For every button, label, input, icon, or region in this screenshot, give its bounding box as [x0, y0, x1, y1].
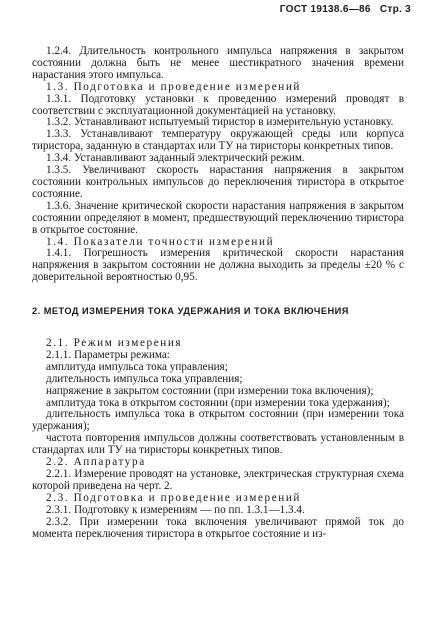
paragraph: 1.3.6. Значение критической скорости нарастания напряжения в закрытом состоянии определяют в момент, предшествующий переключению тиристора в открытое состояние.	[32, 199, 404, 236]
list-item: частота повторения импульсов должны соответствовать установленным в стандартах или ТУ на тиристоры конкретных типов.	[32, 432, 404, 457]
paragraph: 1.3.1. Подготовку установки к проведению измерений проводят в соответствии с эксплуатационной документацией на установку.	[32, 92, 404, 117]
paragraph: 1.3.4. Устанавливают заданный электрический режим.	[46, 152, 305, 165]
list-item: длительность импульса тока управления;	[46, 372, 243, 385]
paragraph: 2.3.2. При измерении тока включения увеличивают прямой ток до момента переключения тиристора в открытое состояние и из-	[32, 515, 404, 540]
document-body	[32, 46, 404, 540]
subsection-heading: 2.1. Режим измерения	[46, 337, 183, 350]
standard-number: ГОСТ 19138.6—86	[279, 4, 371, 15]
list-item: длительность импульса тока в открытом состоянии (при измерении тока удержания);	[32, 408, 404, 433]
subsection-heading: 1.4. Показатели точности измерений	[46, 235, 275, 248]
page-header	[274, 4, 411, 15]
section-title: 2. МЕТОД ИЗМЕРЕНИЯ ТОКА УДЕРЖАНИЯ И ТОКА ВКЛЮЧЕНИЯ	[32, 306, 349, 317]
paragraph: 1.3.5. Увеличивают скорость нарастания напряжения в закрытом состоянии контрольных импульсов до переключения тиристора в открытое состояние.	[32, 164, 404, 200]
list-item: амплитуда тока в открытом состоянии (при измерении тока удержания);	[46, 396, 390, 409]
subsection-heading: 2.2. Аппаратура	[46, 456, 146, 469]
paragraph: 2.3.1. Подготовку к измерениям — по пп. 1.3.1—1.3.4.	[46, 503, 305, 516]
paragraph: 2.2.1. Измерение проводят на установке, электрическая структурная схема которой приведена на черт. 2.	[32, 468, 404, 492]
subsection-heading: 2.3. Подготовка и проведение измерений	[46, 491, 302, 504]
list-item: напряжение в закрытом состоянии (при измерении тока включения);	[46, 384, 374, 397]
paragraph: 2.1.1. Параметры режима:	[46, 348, 170, 361]
list-item: амплитуда импульса тока управления;	[46, 360, 228, 373]
paragraph: 1.3.3. Устанавливают температуру окружающей среды или корпуса тиристора, заданную в стандартах или ТУ на тиристоры конкретных типов.	[32, 128, 404, 153]
page-number: Стр. 3	[379, 4, 411, 15]
subsection-heading: 1.3. Подготовка и проведение измерений	[46, 80, 302, 93]
paragraph: 1.2.4. Длительность контрольного импульса напряжения в закрытом состоянии должна быть не менее шестикратного значения времени нарастания этого импульса.	[32, 45, 404, 81]
paragraph: 1.4.1. Погрешность измерения критической скорости нарастания напряжения в закрытом состоянии не должна выходить за пределы ±20 % с доверительной вероятностью 0,95.	[32, 247, 404, 284]
paragraph: 1.3.2. Устанавливают испытуемый тиристор в измерительную установку.	[46, 116, 394, 129]
